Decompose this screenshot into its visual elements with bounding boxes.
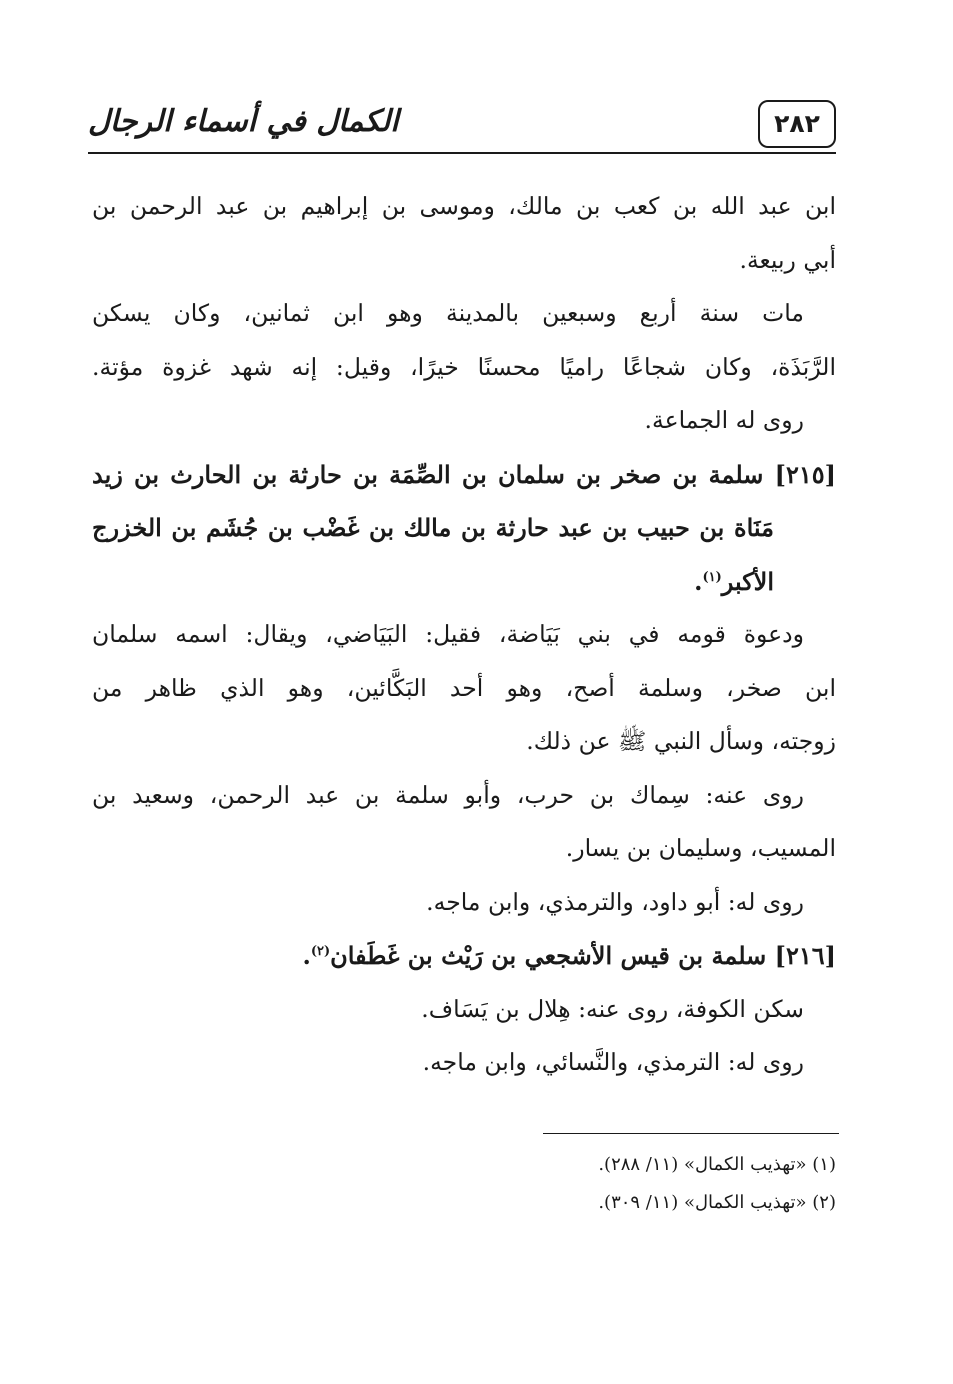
text-line: روى له: أبو داود، والترمذي، وابن ماجه. xyxy=(426,887,804,916)
entry-heading-216 xyxy=(92,929,836,983)
book-title: الكمال في أسماء الرجال xyxy=(88,104,399,139)
text-line: المسيب، وسليمان بن يسار. xyxy=(565,834,836,862)
text-line: ابن صخر، وسلمة أصح، وهو أحد البَكَّائين، وهو الذي ظاهر من xyxy=(92,673,836,702)
text-line: مات سنة أربع وسبعين بالمدينة وهو ابن ثمانين، وكان يسكن xyxy=(92,299,804,327)
entry-heading-text: الأكبر xyxy=(721,566,774,596)
text-line: روى عنه: سِماك بن حرب، وأبو سلمة بن عبد الرحمن، وسعيد بن xyxy=(92,780,804,809)
entry-heading-215-cont: مَنَاة بن حبيب بن عبد حارثة بن مالك بن غَضْب بن جُشَم بن الخزرج xyxy=(92,513,774,542)
text-line: ودعوة قومه في بني بَيَاضة، فقيل: البَيَاضي، ويقال: اسمه سلمان xyxy=(92,620,804,648)
header-rule xyxy=(88,152,836,154)
entry-heading-215: [٢١٥] سلمة بن صخر بن سلمان بن الصِّمَة بن حارثة بن الحارث بن زيد xyxy=(92,459,836,489)
text-line: أبي ربيعة. xyxy=(739,245,836,274)
footnote-ref[interactable]: (١) xyxy=(702,569,722,585)
main-text xyxy=(92,180,836,1090)
footnotes xyxy=(92,1146,836,1222)
footnote-2: (٢) «تهذيب الكمال» (١١/ ٣٠٩). xyxy=(598,1192,836,1213)
text-line: روى له: الترمذي، والنَّسائي، وابن ماجه. xyxy=(422,1048,804,1076)
text-line: سكن الكوفة، روى عنه: هِلال بن يَسَاف. xyxy=(421,994,804,1023)
heading-period: . xyxy=(694,566,703,596)
footnote-ref[interactable]: (٢) xyxy=(310,944,331,959)
entry-heading-215-end xyxy=(92,555,836,609)
running-header xyxy=(88,96,836,158)
text-line: ابن عبد الله بن كعب بن مالك، وموسى بن إبراهيم بن عبد الرحمن بن xyxy=(92,192,836,220)
heading-period: . xyxy=(302,941,311,970)
text-line: زوجته، وسأل النبي ﷺ عن ذلك. xyxy=(526,727,836,755)
entry-heading-text: [٢١٦] سلمة بن قيس الأشجعي بن رَيْث بن غَطَفان xyxy=(330,941,836,970)
footnote-separator xyxy=(543,1133,839,1134)
page-number: ٢٨٢ xyxy=(758,100,836,148)
footnote-1: (١) «تهذيب الكمال» (١١/ ٢٨٨). xyxy=(598,1154,836,1175)
text-line: الرَّبَذَة، وكان شجاعًا راميًا محسنًا خيرًا، وقيل: إنه شهد غزوة مؤتة. xyxy=(92,352,836,381)
text-line: روى له الجماعة. xyxy=(644,406,804,434)
